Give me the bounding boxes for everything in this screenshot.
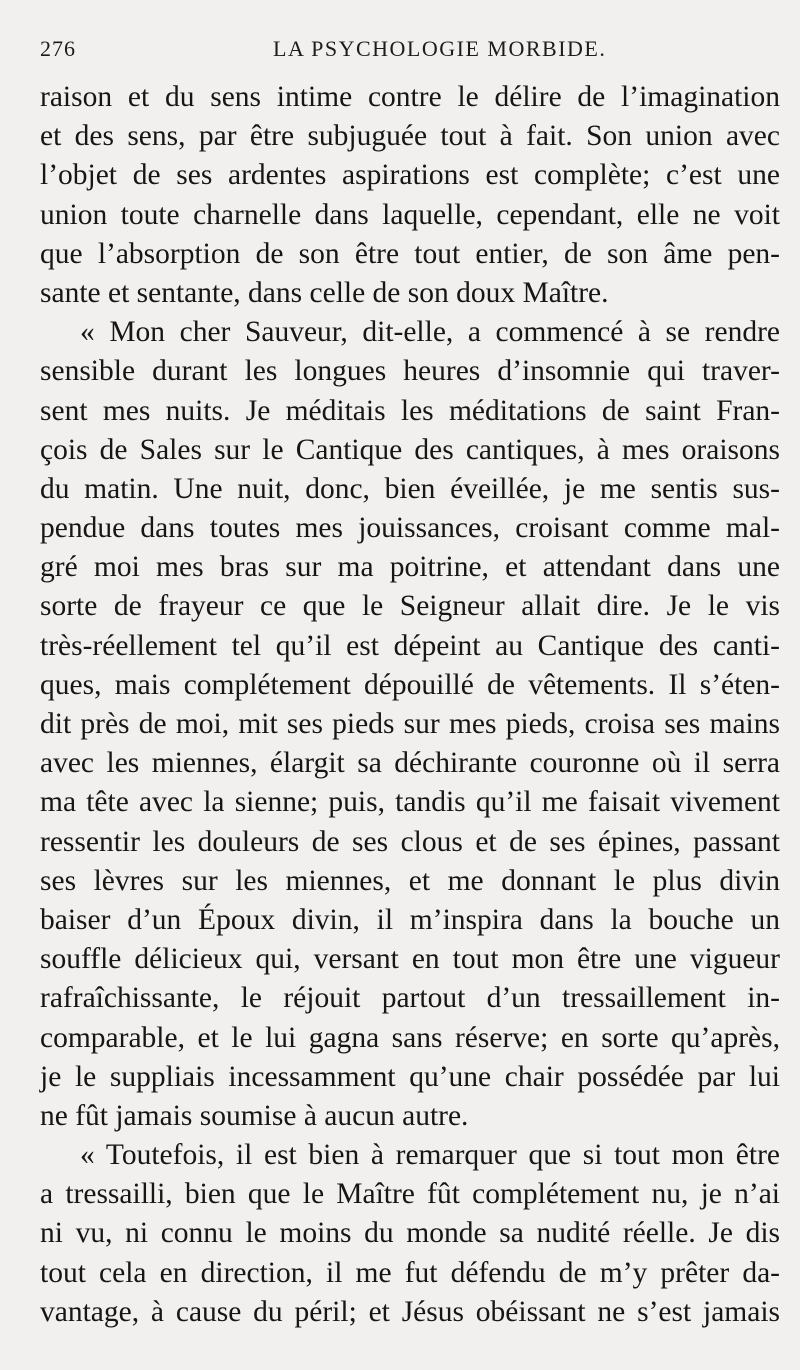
text-line: avec les miennes, élargit sa déchirante couronne où il serra xyxy=(40,747,780,780)
text-line: pendue dans toutes mes jouissances, croisant comme mal- xyxy=(40,512,780,545)
text-line: ni vu, ni connu le moins du monde sa nudité réelle. Je dis xyxy=(40,1217,780,1250)
page-number: 276 xyxy=(40,36,76,61)
page-header xyxy=(40,36,770,76)
text-line: je le suppliais incessamment qu’une chair possédée par lui xyxy=(40,1060,780,1093)
text-line: du matin. Une nuit, donc, bien éveillée, je me sentis sus- xyxy=(40,472,780,505)
text-line: çois de Sales sur le Cantique des cantiques, à mes oraisons xyxy=(40,433,780,466)
text-line: l’objet de ses ardentes aspirations est complète; c’est une xyxy=(40,159,780,192)
text-line: « Toutefois, il est bien à remarquer que si tout mon être xyxy=(80,1139,780,1172)
text-line: et des sens, par être subjuguée tout à fait. Son union avec xyxy=(40,120,780,153)
text-line: ressentir les douleurs de ses clous et de ses épines, passant xyxy=(40,825,780,858)
text-line: a tressailli, bien que le Maître fût complétement nu, je n’ai xyxy=(40,1178,780,1211)
text-line: raison et du sens intime contre le délire de l’imagination xyxy=(40,81,780,113)
text-line: sorte de frayeur ce que le Seigneur allait dire. Je le vis xyxy=(40,590,780,623)
running-title: LA PSYCHOLOGIE MORBIDE. xyxy=(273,36,607,61)
text-line: sent mes nuits. Je méditais les méditations de saint Fran- xyxy=(40,394,780,427)
text-line: rafraîchissante, le réjouit partout d’un tressaillement in- xyxy=(40,982,780,1015)
text-line: « Mon cher Sauveur, dit-elle, a commencé à se rendre xyxy=(80,316,780,349)
text-line: gré moi mes bras sur ma poitrine, et attendant dans une xyxy=(40,551,780,584)
text-line: ma tête avec la sienne; puis, tandis qu’il me faisait vivement xyxy=(40,786,780,819)
text-line: dit près de moi, mit ses pieds sur mes pieds, croisa ses mains xyxy=(40,708,780,740)
text-line: sante et sentante, dans celle de son doux Maître. xyxy=(40,276,609,309)
text-line: vantage, à cause du péril; et Jésus obéissant ne s’est jamais xyxy=(40,1295,780,1328)
text-line: comparable, et le lui gagna sans réserve; en sorte qu’après, xyxy=(40,1021,780,1054)
text-line: baiser d’un Époux divin, il m’inspira dans la bouche un xyxy=(40,903,780,936)
body-text xyxy=(40,78,780,1332)
text-line: ses lèvres sur les miennes, et me donnant le plus divin xyxy=(40,864,780,897)
text-line: souffle délicieux qui, versant en tout mon être une vigueur xyxy=(40,943,780,976)
text-line: tout cela en direction, il me fut défendu de m’y prêter da- xyxy=(40,1256,780,1289)
text-line: union toute charnelle dans laquelle, cependant, elle ne voit xyxy=(40,198,780,231)
text-line: ques, mais complétement dépouillé de vêtements. Il s’éten- xyxy=(40,668,780,701)
text-line: sensible durant les longues heures d’insomnie qui traver- xyxy=(40,355,780,388)
text-line: ne fût jamais soumise à aucun autre. xyxy=(40,1099,469,1132)
text-line: que l’absorption de son être tout entier, de son âme pen- xyxy=(40,237,780,270)
text-line: très-réellement tel qu’il est dépeint au Cantique des canti- xyxy=(40,629,780,662)
